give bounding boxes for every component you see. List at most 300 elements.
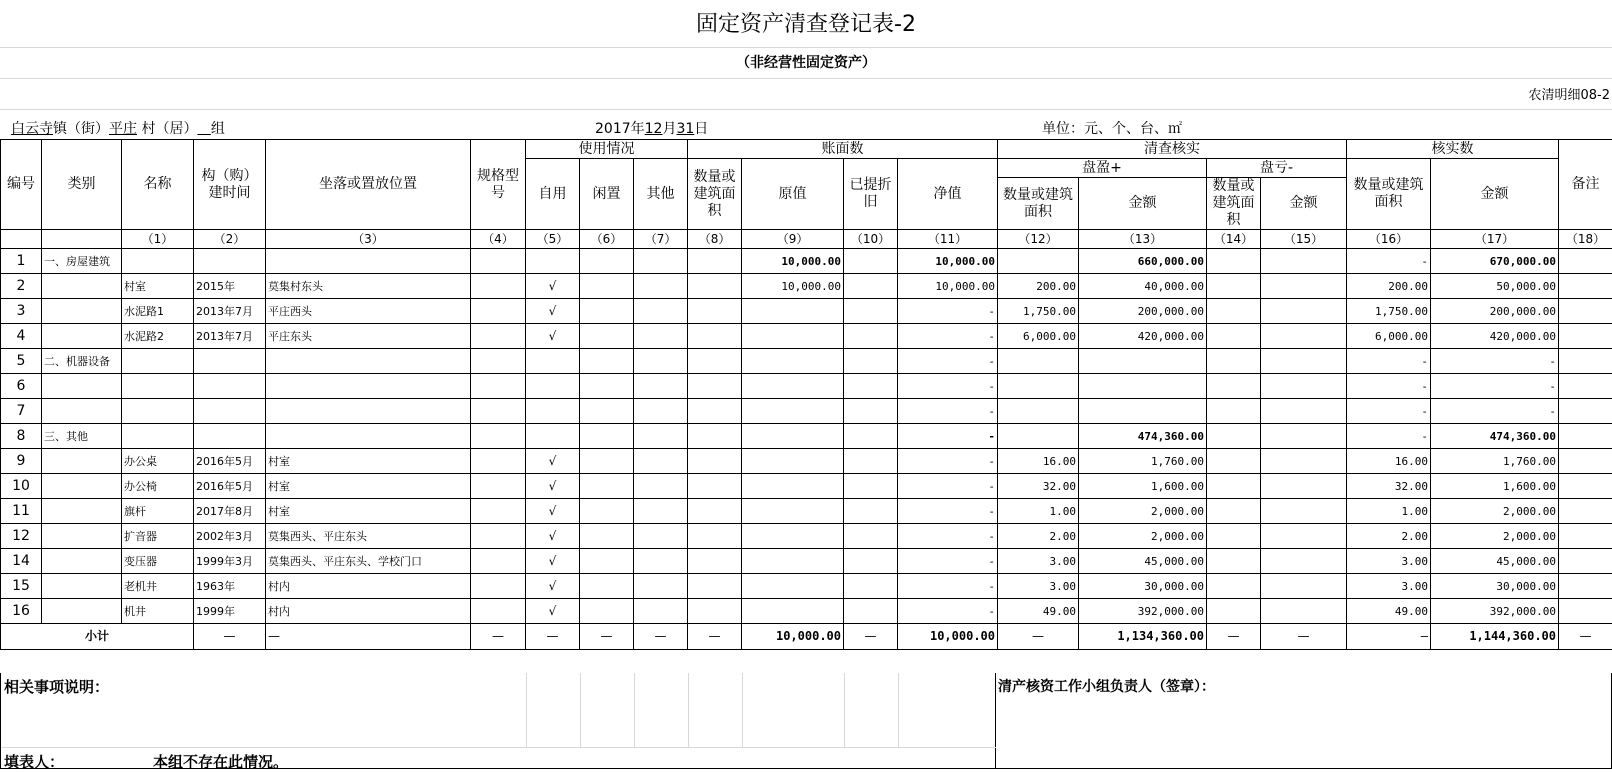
row-built-time: 1999年3月 xyxy=(194,549,266,574)
row-category: 二、机器设备 xyxy=(42,349,122,374)
row-verified-qty: 1,750.00 xyxy=(1347,299,1431,324)
row-other xyxy=(634,349,688,374)
row-loss-amount xyxy=(1261,599,1347,624)
subtotal-loss-qty: — xyxy=(1207,624,1261,650)
date-month-unit: 月 xyxy=(662,121,676,137)
row-verified-qty: 16.00 xyxy=(1347,449,1431,474)
column-number: （12） xyxy=(998,230,1079,249)
date-month: 12 xyxy=(645,121,663,137)
subtotal-depreciation: — xyxy=(844,624,898,650)
row-orig-value xyxy=(742,299,844,324)
row-no: 10 xyxy=(1,474,42,499)
row-built-time: 2002年3月 xyxy=(194,524,266,549)
row-spec xyxy=(471,599,526,624)
row-surplus-amount: 40,000.00 xyxy=(1079,274,1207,299)
row-self-use: √ xyxy=(526,574,580,599)
header-verified-qty: 数量或建筑面积 xyxy=(1347,159,1431,230)
row-net-value: 10,000.00 xyxy=(898,274,998,299)
row-depreciation xyxy=(844,574,898,599)
row-location: 莫集村东头 xyxy=(266,274,471,299)
header-book-qty: 数量或建筑面积 xyxy=(688,159,742,230)
header-surplus: 盘盈+ xyxy=(998,159,1207,178)
row-loss-amount xyxy=(1261,299,1347,324)
town-suffix: 镇（街） xyxy=(53,121,109,137)
row-verified-qty: 3.00 xyxy=(1347,574,1431,599)
subtotal-spec: — xyxy=(471,624,526,650)
row-spec xyxy=(471,299,526,324)
row-surplus-amount: 2,000.00 xyxy=(1079,499,1207,524)
row-surplus-amount: 660,000.00 xyxy=(1079,249,1207,274)
row-built-time xyxy=(194,349,266,374)
row-depreciation xyxy=(844,499,898,524)
subtotal-orig-value: 10,000.00 xyxy=(742,624,844,650)
row-surplus-qty: 49.00 xyxy=(998,599,1079,624)
row-verified-amount: 2,000.00 xyxy=(1431,499,1559,524)
row-idle xyxy=(580,424,634,449)
row-spec xyxy=(471,249,526,274)
row-orig-value xyxy=(742,324,844,349)
row-category xyxy=(42,299,122,324)
row-loss-qty xyxy=(1207,374,1261,399)
row-surplus-amount: 1,600.00 xyxy=(1079,474,1207,499)
column-number: （6） xyxy=(580,230,634,249)
row-remark xyxy=(1559,249,1612,274)
row-name xyxy=(122,249,194,274)
row-loss-amount xyxy=(1261,474,1347,499)
row-surplus-qty: 3.00 xyxy=(998,574,1079,599)
row-orig-value xyxy=(742,549,844,574)
row-built-time: 2016年5月 xyxy=(194,449,266,474)
table-row xyxy=(1,599,1612,624)
header-spec: 规格型号 xyxy=(471,140,526,230)
row-idle xyxy=(580,449,634,474)
header-usage: 使用情况 xyxy=(526,140,688,159)
row-category xyxy=(42,274,122,299)
row-verified-amount: 670,000.00 xyxy=(1431,249,1559,274)
subtotal-book-qty: — xyxy=(688,624,742,650)
row-remark xyxy=(1559,274,1612,299)
row-surplus-qty xyxy=(998,399,1079,424)
header-other: 其他 xyxy=(634,159,688,230)
row-other xyxy=(634,549,688,574)
row-net-value: - xyxy=(898,599,998,624)
row-surplus-amount: 200,000.00 xyxy=(1079,299,1207,324)
header-idle: 闲置 xyxy=(580,159,634,230)
row-surplus-amount xyxy=(1079,349,1207,374)
header-surplus-amount: 金额 xyxy=(1079,178,1207,230)
date-year-unit: 年 xyxy=(631,121,645,137)
subtotal-idle: — xyxy=(580,624,634,650)
row-spec xyxy=(471,549,526,574)
row-no: 15 xyxy=(1,574,42,599)
row-verified-qty: - xyxy=(1347,249,1431,274)
row-verified-amount: 45,000.00 xyxy=(1431,549,1559,574)
row-idle xyxy=(580,349,634,374)
column-number: （1） xyxy=(122,230,194,249)
table-row xyxy=(1,349,1612,374)
row-name xyxy=(122,374,194,399)
header-name: 名称 xyxy=(122,140,194,230)
row-no: 1 xyxy=(1,249,42,274)
row-idle xyxy=(580,374,634,399)
subtotal-location: — xyxy=(266,624,471,650)
row-name: 扩音器 xyxy=(122,524,194,549)
row-depreciation xyxy=(844,424,898,449)
row-loss-amount xyxy=(1261,324,1347,349)
row-loss-amount xyxy=(1261,274,1347,299)
row-book-qty xyxy=(688,524,742,549)
row-spec xyxy=(471,349,526,374)
row-category xyxy=(42,574,122,599)
row-orig-value: 10,000.00 xyxy=(742,274,844,299)
row-name: 旗杆 xyxy=(122,499,194,524)
row-surplus-qty xyxy=(998,249,1079,274)
row-verified-amount: - xyxy=(1431,349,1559,374)
row-location: 村室 xyxy=(266,474,471,499)
column-number: （5） xyxy=(526,230,580,249)
town-name: 白云寺 xyxy=(11,121,53,137)
row-orig-value xyxy=(742,574,844,599)
row-self-use xyxy=(526,424,580,449)
row-orig-value xyxy=(742,374,844,399)
row-book-qty xyxy=(688,274,742,299)
row-name: 变压器 xyxy=(122,549,194,574)
row-orig-value xyxy=(742,474,844,499)
column-number: （2） xyxy=(194,230,266,249)
row-surplus-qty: 1.00 xyxy=(998,499,1079,524)
row-location xyxy=(266,349,471,374)
row-orig-value xyxy=(742,449,844,474)
row-depreciation xyxy=(844,549,898,574)
row-loss-amount xyxy=(1261,374,1347,399)
header-loss-qty: 数量或建筑面积 xyxy=(1207,178,1261,230)
column-number xyxy=(1,230,42,249)
row-built-time xyxy=(194,424,266,449)
row-other xyxy=(634,474,688,499)
subtotal-label: 小计 xyxy=(1,624,194,650)
notes-box xyxy=(0,673,996,769)
row-net-value: - xyxy=(898,374,998,399)
row-category xyxy=(42,374,122,399)
report-date xyxy=(595,118,708,138)
row-orig-value xyxy=(742,499,844,524)
row-name xyxy=(122,349,194,374)
header-built-time: 构（购）建时间 xyxy=(194,140,266,230)
row-book-qty xyxy=(688,449,742,474)
row-spec xyxy=(471,449,526,474)
row-loss-amount xyxy=(1261,424,1347,449)
row-self-use: √ xyxy=(526,449,580,474)
row-surplus-qty: 6,000.00 xyxy=(998,324,1079,349)
row-book-qty xyxy=(688,599,742,624)
table-row xyxy=(1,299,1612,324)
row-other xyxy=(634,274,688,299)
row-net-value: - xyxy=(898,474,998,499)
row-other xyxy=(634,249,688,274)
filler-label: 填表人： xyxy=(4,751,64,772)
row-spec xyxy=(471,399,526,424)
row-verified-amount: 392,000.00 xyxy=(1431,599,1559,624)
subtotal-verified-qty: — xyxy=(1347,624,1431,650)
column-number xyxy=(42,230,122,249)
row-name: 办公椅 xyxy=(122,474,194,499)
unit-label: 单位：元、个、台、㎡ xyxy=(1042,118,1182,138)
row-idle xyxy=(580,299,634,324)
table-row xyxy=(1,549,1612,574)
row-loss-qty xyxy=(1207,399,1261,424)
row-self-use: √ xyxy=(526,299,580,324)
row-built-time: 2017年8月 xyxy=(194,499,266,524)
row-other xyxy=(634,374,688,399)
header-verified-amount: 金额 xyxy=(1431,159,1559,230)
subtotal-built: — xyxy=(194,624,266,650)
row-verified-amount: 2,000.00 xyxy=(1431,524,1559,549)
subtotal-loss-amount: — xyxy=(1261,624,1347,650)
header-self-use: 自用 xyxy=(526,159,580,230)
row-verified-amount: 420,000.00 xyxy=(1431,324,1559,349)
row-location: 莫集西头、平庄东头 xyxy=(266,524,471,549)
signature-label: 清产核资工作小组负责人（签章）： xyxy=(998,676,1215,696)
row-surplus-qty: 3.00 xyxy=(998,549,1079,574)
row-depreciation xyxy=(844,399,898,424)
table-row xyxy=(1,499,1612,524)
row-depreciation xyxy=(844,374,898,399)
row-remark xyxy=(1559,499,1612,524)
row-orig-value xyxy=(742,599,844,624)
row-location: 村内 xyxy=(266,599,471,624)
row-loss-qty xyxy=(1207,274,1261,299)
row-name: 机井 xyxy=(122,599,194,624)
row-built-time xyxy=(194,249,266,274)
row-surplus-qty: 32.00 xyxy=(998,474,1079,499)
subtotal-row xyxy=(1,624,1612,650)
header-surplus-qty: 数量或建筑面积 xyxy=(998,178,1079,230)
row-location xyxy=(266,424,471,449)
row-idle xyxy=(580,499,634,524)
row-verified-qty: 2.00 xyxy=(1347,524,1431,549)
row-book-qty xyxy=(688,324,742,349)
row-category xyxy=(42,599,122,624)
row-net-value: - xyxy=(898,574,998,599)
row-orig-value: 10,000.00 xyxy=(742,249,844,274)
row-loss-qty xyxy=(1207,324,1261,349)
row-remark xyxy=(1559,474,1612,499)
row-location: 村内 xyxy=(266,574,471,599)
row-location: 平庄西头 xyxy=(266,299,471,324)
row-loss-amount xyxy=(1261,349,1347,374)
row-self-use xyxy=(526,349,580,374)
remark-text: 本组不存在此情况。 xyxy=(153,751,288,772)
row-no: 16 xyxy=(1,599,42,624)
row-net-value: - xyxy=(898,349,998,374)
row-category xyxy=(42,324,122,349)
row-verified-amount: 474,360.00 xyxy=(1431,424,1559,449)
row-other xyxy=(634,574,688,599)
row-remark xyxy=(1559,349,1612,374)
subtotal-net-value: 10,000.00 xyxy=(898,624,998,650)
header-remark: 备注 xyxy=(1559,140,1612,230)
table-row xyxy=(1,524,1612,549)
row-book-qty xyxy=(688,549,742,574)
row-loss-qty xyxy=(1207,474,1261,499)
row-surplus-amount: 1,760.00 xyxy=(1079,449,1207,474)
row-book-qty xyxy=(688,299,742,324)
row-loss-amount xyxy=(1261,399,1347,424)
row-no: 12 xyxy=(1,524,42,549)
row-built-time xyxy=(194,374,266,399)
row-remark xyxy=(1559,549,1612,574)
row-verified-amount: - xyxy=(1431,399,1559,424)
row-location: 村室 xyxy=(266,449,471,474)
row-verified-amount: 50,000.00 xyxy=(1431,274,1559,299)
row-name xyxy=(122,399,194,424)
row-verified-amount: 200,000.00 xyxy=(1431,299,1559,324)
row-name: 办公桌 xyxy=(122,449,194,474)
signature-box xyxy=(996,673,1612,769)
row-net-value: - xyxy=(898,299,998,324)
row-location: 莫集西头、平庄东头、学校门口 xyxy=(266,549,471,574)
row-self-use: √ xyxy=(526,599,580,624)
row-name: 水泥路2 xyxy=(122,324,194,349)
row-book-qty xyxy=(688,349,742,374)
row-verified-qty: 3.00 xyxy=(1347,549,1431,574)
table-row xyxy=(1,574,1612,599)
row-location: 平庄东头 xyxy=(266,324,471,349)
subtotal-verified-amount: 1,144,360.00 xyxy=(1431,624,1559,650)
header-orig-value: 原值 xyxy=(742,159,844,230)
form-code: 农清明细08-2 xyxy=(0,79,1612,110)
row-net-value: - xyxy=(898,549,998,574)
row-depreciation xyxy=(844,299,898,324)
row-idle xyxy=(580,524,634,549)
location-line xyxy=(11,118,225,138)
row-spec xyxy=(471,474,526,499)
row-net-value: 10,000.00 xyxy=(898,249,998,274)
row-name: 村室 xyxy=(122,274,194,299)
header-loss-amount: 金额 xyxy=(1261,178,1347,230)
column-number: （14） xyxy=(1207,230,1261,249)
row-category xyxy=(42,499,122,524)
row-surplus-amount: 474,360.00 xyxy=(1079,424,1207,449)
row-self-use: √ xyxy=(526,524,580,549)
row-self-use: √ xyxy=(526,274,580,299)
table-row xyxy=(1,449,1612,474)
row-category xyxy=(42,474,122,499)
row-built-time: 2013年7月 xyxy=(194,299,266,324)
column-number: （4） xyxy=(471,230,526,249)
row-book-qty xyxy=(688,249,742,274)
row-no: 6 xyxy=(1,374,42,399)
row-no: 5 xyxy=(1,349,42,374)
row-other xyxy=(634,599,688,624)
row-verified-qty: - xyxy=(1347,399,1431,424)
row-remark xyxy=(1559,399,1612,424)
row-other xyxy=(634,499,688,524)
row-location xyxy=(266,249,471,274)
row-loss-amount xyxy=(1261,574,1347,599)
row-net-value: - xyxy=(898,524,998,549)
row-remark xyxy=(1559,524,1612,549)
row-other xyxy=(634,299,688,324)
row-verified-qty: 1.00 xyxy=(1347,499,1431,524)
table-row xyxy=(1,374,1612,399)
row-loss-qty xyxy=(1207,449,1261,474)
row-other xyxy=(634,524,688,549)
row-category xyxy=(42,549,122,574)
row-verified-qty: 6,000.00 xyxy=(1347,324,1431,349)
row-depreciation xyxy=(844,449,898,474)
row-loss-amount xyxy=(1261,549,1347,574)
row-no: 8 xyxy=(1,424,42,449)
form-subtitle: （非经营性固定资产） xyxy=(0,48,1612,79)
row-loss-qty xyxy=(1207,574,1261,599)
row-book-qty xyxy=(688,574,742,599)
row-verified-amount: 30,000.00 xyxy=(1431,574,1559,599)
row-other xyxy=(634,324,688,349)
row-loss-qty xyxy=(1207,299,1261,324)
row-net-value: - xyxy=(898,399,998,424)
table-row xyxy=(1,324,1612,349)
column-number: （13） xyxy=(1079,230,1207,249)
row-surplus-amount: 45,000.00 xyxy=(1079,549,1207,574)
row-spec xyxy=(471,324,526,349)
village-name: 平庄 xyxy=(109,121,137,137)
row-no: 11 xyxy=(1,499,42,524)
row-location: 村室 xyxy=(266,499,471,524)
row-surplus-qty xyxy=(998,424,1079,449)
row-surplus-amount: 420,000.00 xyxy=(1079,324,1207,349)
row-depreciation xyxy=(844,349,898,374)
table-row xyxy=(1,249,1612,274)
header-location: 坐落或置放位置 xyxy=(266,140,471,230)
row-self-use: √ xyxy=(526,549,580,574)
row-name xyxy=(122,424,194,449)
row-no: 7 xyxy=(1,399,42,424)
header-no: 编号 xyxy=(1,140,42,230)
table-row xyxy=(1,274,1612,299)
row-net-value: - xyxy=(898,324,998,349)
group-suffix: 组 xyxy=(211,121,225,137)
row-book-qty xyxy=(688,399,742,424)
column-number: （15） xyxy=(1261,230,1347,249)
subtotal-remark: — xyxy=(1559,624,1612,650)
row-built-time: 1999年 xyxy=(194,599,266,624)
row-other xyxy=(634,399,688,424)
row-no: 3 xyxy=(1,299,42,324)
row-built-time: 2015年 xyxy=(194,274,266,299)
row-idle xyxy=(580,399,634,424)
row-no: 14 xyxy=(1,549,42,574)
subtotal-surplus-qty: — xyxy=(998,624,1079,650)
row-category: 三、其他 xyxy=(42,424,122,449)
row-verified-amount: 1,600.00 xyxy=(1431,474,1559,499)
row-idle xyxy=(580,599,634,624)
row-loss-amount xyxy=(1261,499,1347,524)
column-number: （16） xyxy=(1347,230,1431,249)
row-orig-value xyxy=(742,524,844,549)
row-loss-qty xyxy=(1207,549,1261,574)
row-loss-qty xyxy=(1207,524,1261,549)
table-row xyxy=(1,399,1612,424)
row-idle xyxy=(580,549,634,574)
row-verified-qty: - xyxy=(1347,424,1431,449)
header-category: 类别 xyxy=(42,140,122,230)
row-net-value: - xyxy=(898,449,998,474)
row-loss-qty xyxy=(1207,349,1261,374)
row-category: 一、房屋建筑 xyxy=(42,249,122,274)
column-number: （9） xyxy=(742,230,844,249)
column-number: （7） xyxy=(634,230,688,249)
